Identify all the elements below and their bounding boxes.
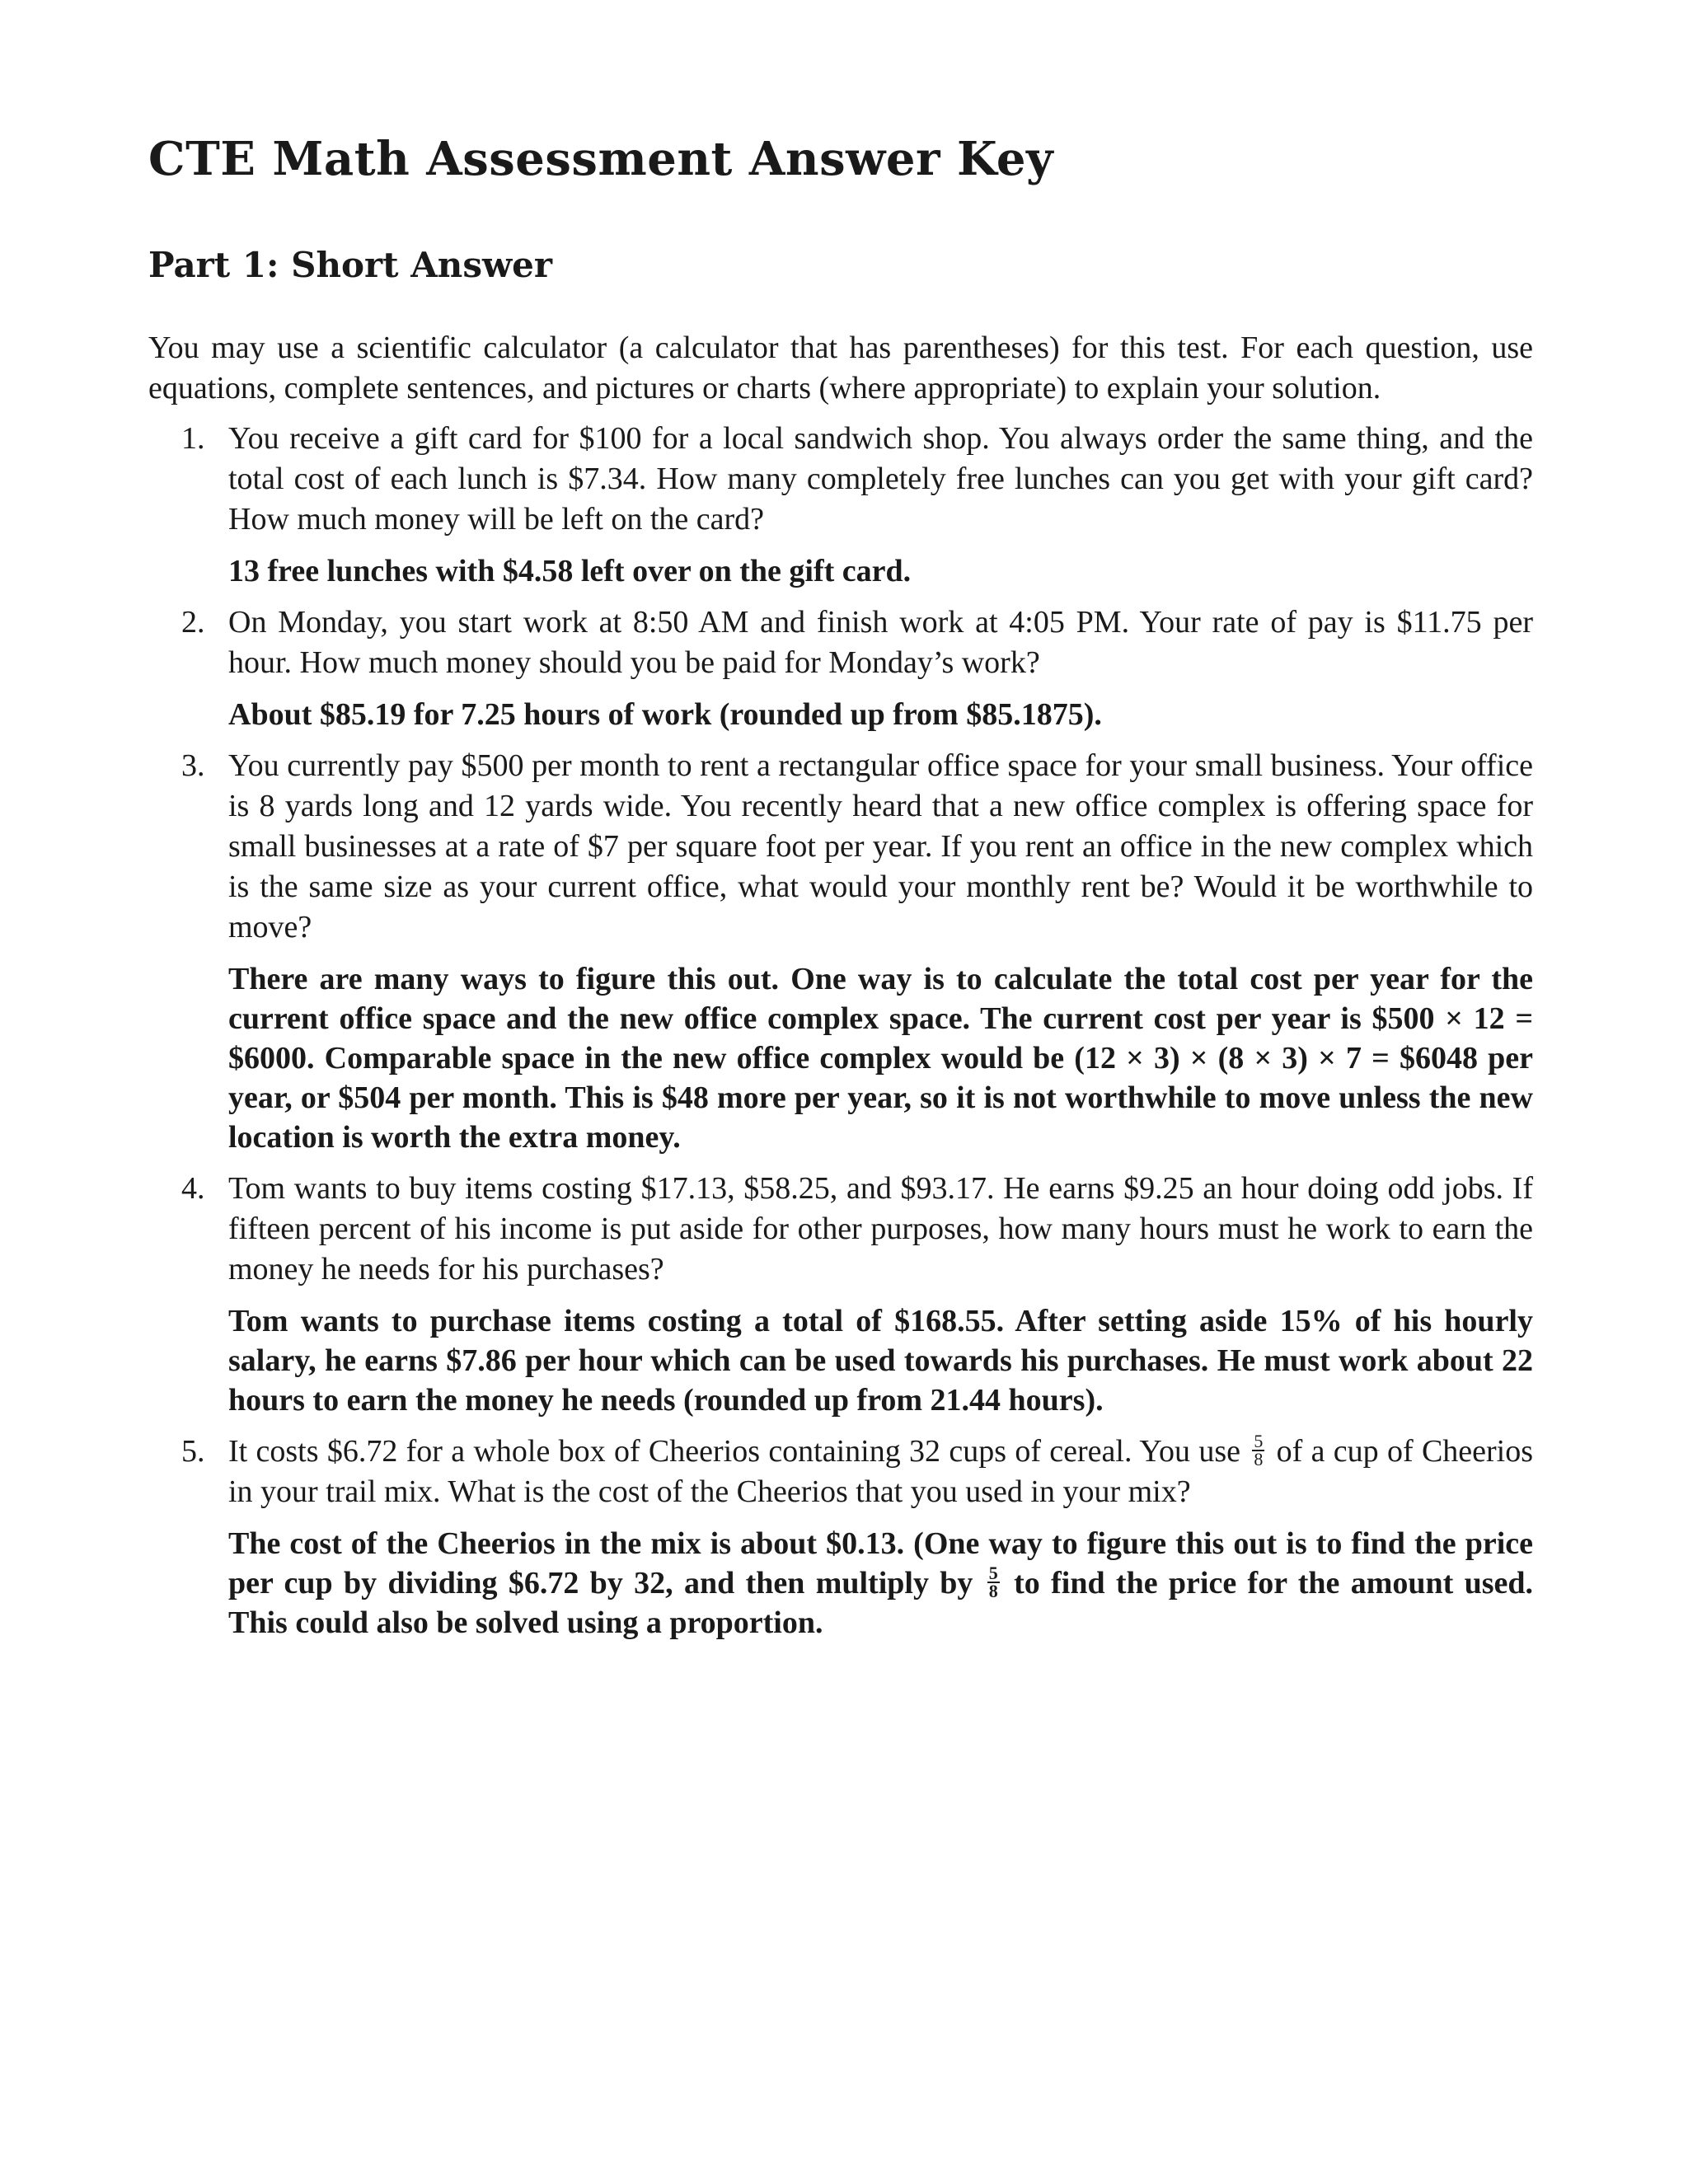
question-text: You currently pay $500 per month to rent a rectangular office space for your small business. Your office is 8 yards long and 12 yards wide. You recently heard that a new office complex is offering space for small businesses at a rate of $7 per square foot per year. If you rent an office in the new complex which is the same size as your current office, what would your monthly rent be? Would it be worthwhile to move?	[228, 748, 1533, 944]
section-heading: Part 1: Short Answer	[148, 245, 552, 286]
question-item	[148, 746, 1533, 1157]
question-text-after-fraction: of a cup of Cheerios in your trail mix. What is the cost of the Cheerios that you used in your mix?	[228, 1433, 1534, 1509]
question-text: Tom wants to buy items costing $17.13, $58.25, and $93.17. He earns $9.25 an hour doing odd jobs. If fifteen percent of his income is put aside for other purposes, how many hours must he work to earn the money he needs for his purchases?	[228, 1170, 1533, 1286]
question-number: 2.	[181, 604, 205, 640]
question-answer: About $85.19 for 7.25 hours of work (rounded up from $85.1875).	[228, 696, 1102, 732]
question-item	[148, 1432, 1533, 1643]
answer-text-before-fraction: The cost of the Cheerios in the mix is about $0.13. (One way to figure this out is to find the price per cup by dividing $6.72 by 32, and then multiply by	[228, 1526, 1533, 1601]
instructions-paragraph: You may use a scientific calculator (a calculator that has parentheses) for this test. For each question, use equations, complete sentences, and pictures or charts (where appropriate) to explain your solution.	[148, 330, 1533, 405]
question-number: 1.	[181, 420, 205, 456]
question-text: On Monday, you start work at 8:50 AM and finish work at 4:05 PM. Your rate of pay is $11.75 per hour. How much money should you be paid for Monday’s work?	[228, 604, 1533, 680]
fraction-denominator: 8	[1254, 1448, 1264, 1469]
question-text-before-fraction: It costs $6.72 for a whole box of Cheerios containing 32 cups of cereal. You use	[228, 1433, 1240, 1469]
question-number: 5.	[181, 1433, 205, 1469]
answer-text-after-fraction: to find the price for the amount used. This could also be solved using a proportion.	[228, 1565, 1534, 1640]
question-text	[228, 1432, 1533, 1512]
fraction	[987, 1562, 1000, 1601]
question-answer: Tom wants to purchase items costing a total of $168.55. After setting aside 15% of his hourly salary, he earns $7.86 per hour which can be used towards his purchases. He must work about 22 hours to earn the money he needs (rounded up from 21.44 hours).	[228, 1303, 1533, 1418]
question-text: You receive a gift card for $100 for a local sandwich shop. You always order the same thing, and the total cost of each lunch is $7.34. How many completely free lunches can you get with your gift card? How much money will be left on the card?	[228, 420, 1533, 537]
question-item	[148, 1169, 1533, 1420]
question-answer: There are many ways to figure this out. One way is to calculate the total cost per year for the current office space and the new office complex space. The current cost per year is $500 × 12 = $6000. Comparable space in the new office complex would be (12 × 3) × (8 × 3) × 7 = $6048 per year, or $504 per month. This is $48 more per year, so it is not worthwhile to move unless the new location is worth the extra money.	[228, 961, 1533, 1155]
question-answer	[228, 1524, 1533, 1643]
question-item	[148, 419, 1533, 591]
fraction-numerator: 5	[988, 1562, 998, 1583]
fraction-denominator: 8	[988, 1580, 998, 1601]
question-list	[148, 419, 1533, 1643]
document-title: CTE Math Assessment Answer Key	[148, 132, 1054, 186]
fraction	[1252, 1430, 1264, 1469]
document-page	[148, 132, 1533, 1654]
question-number: 3.	[181, 748, 205, 783]
question-number: 4.	[181, 1170, 205, 1206]
question-answer: 13 free lunches with $4.58 left over on the gift card.	[228, 553, 912, 588]
question-item	[148, 602, 1533, 734]
fraction-numerator: 5	[1254, 1430, 1264, 1451]
